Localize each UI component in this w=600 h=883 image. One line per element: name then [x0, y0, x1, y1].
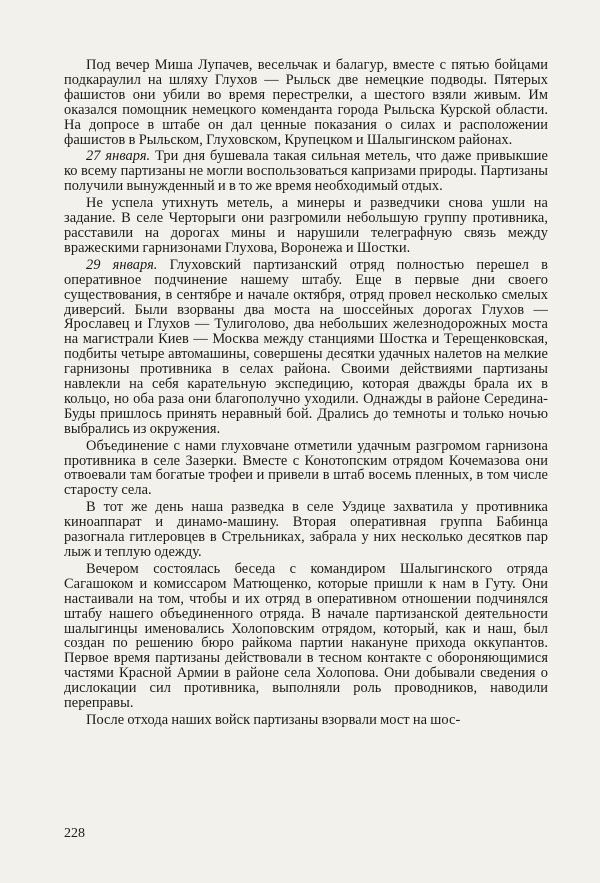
entry-date: 27 января.: [86, 148, 151, 165]
paragraph-5: [64, 439, 548, 499]
paragraph-text: Глуховский партизанский отряд полностью перешел в оперативное подчинение нашему штабу. Еще в первые дни своего существования, в сентябре и начале октября, отряд провел несколько смелых диверсий. Были взорваны два моста на шоссейных дорогах Глухов — Ярославец и Глухов — Тулиголово, два небольших железнодорожных моста на магистрали Киев — Москва между станциями Шостка и Терещенковская, подбиты четыре автомашины, совершены десятки удачных налетов на мелкие гарнизоны противника в селах района. Своими действиями партизаны навлекли на себя карательную экспедицию, которая дважды брала их в кольцо, но оба раза они благополучно уходили. Однажды в районе Середина-Буды пришлось принять неравный бой. Дрались до темноты и только ночью выбрались из окружения.: [64, 256, 548, 437]
paragraph-text: Вечером состоялась беседа с командиром Шалыгинского отряда Сагашоком и комиссаром Матющенко, которые пришли к нам в Гуту. Они настаивали на том, чтобы и их отряд в оперативном отношении подчинялся штабу нашего объединенного отряда. В начале партизанской деятельности шалыгинцы именовались Холоповским отрядом, который, как и наш, был создан по решению бюро райкома партии накануне прихода оккупантов. Первое время партизаны действовали в тесном контакте с обороняющимися частями Красной Армии в районе села Холопова. Они добывали сведения о дислокации сил противника, выполняли роль проводников, наводили переправы.: [64, 560, 548, 712]
paragraph-2: [64, 149, 548, 194]
paragraph-3: [64, 196, 548, 256]
paragraph-4: [64, 258, 548, 437]
paragraph-text: Под вечер Миша Лупачев, весельчак и балагур, вместе с пятью бойцами подкараулил на шляху Глухов — Рыльск две немецкие подводы. Пятерых фашистов они убили во время перестрелки, а шестого взяли живым. Им оказался помощник немецкого коменданта города Рыльска Курской области. На допросе в штабе он дал ценные показания о силах и расположении фашистов в Рыльском, Глуховском, Крупецком и Шалыгинском районах.: [64, 57, 548, 148]
paragraph-text: После отхода наших войск партизаны взорвали мост на шос-: [86, 711, 461, 728]
paragraph-7: [64, 562, 548, 711]
paragraph-text: Три дня бушевала такая сильная метель, что даже привыкшие ко всему партизаны не могли воспользоваться капризами природы. Партизаны получили вынужденный и в то же время необходимый отдых.: [64, 148, 548, 195]
paragraph-6: [64, 500, 548, 560]
paragraph-1: [64, 58, 548, 147]
paragraph-text: Объединение с нами глуховчане отметили удачным разгромом гарнизона противника в селе Зазерки. Вместе с Конотопским отрядом Кочемазова они отвоевали там богатые трофеи и привели в штаб восемь пленных, в том числе старосту села.: [64, 437, 548, 499]
page-number: 228: [64, 826, 85, 841]
paragraph-text: В тот же день наша разведка в селе Уздице захватила у противника киноаппарат и динамо-машину. Вторая оперативная группа Бабинца разогнала гитлеровцев в Стрельниках, забрала у них несколько десятков пар лыж и теплую одежду.: [64, 499, 548, 560]
paragraph-8: [64, 713, 548, 728]
paragraph-text: Не успела утихнуть метель, а минеры и разведчики снова ушли на задание. В селе Черторыги они разгромили небольшую группу противника, расставили на дорогах мины и нарушили телеграфную связь между вражескими гарнизонами Глухова, Воронежа и Шостки.: [64, 195, 548, 256]
entry-date: 29 января.: [86, 256, 158, 273]
